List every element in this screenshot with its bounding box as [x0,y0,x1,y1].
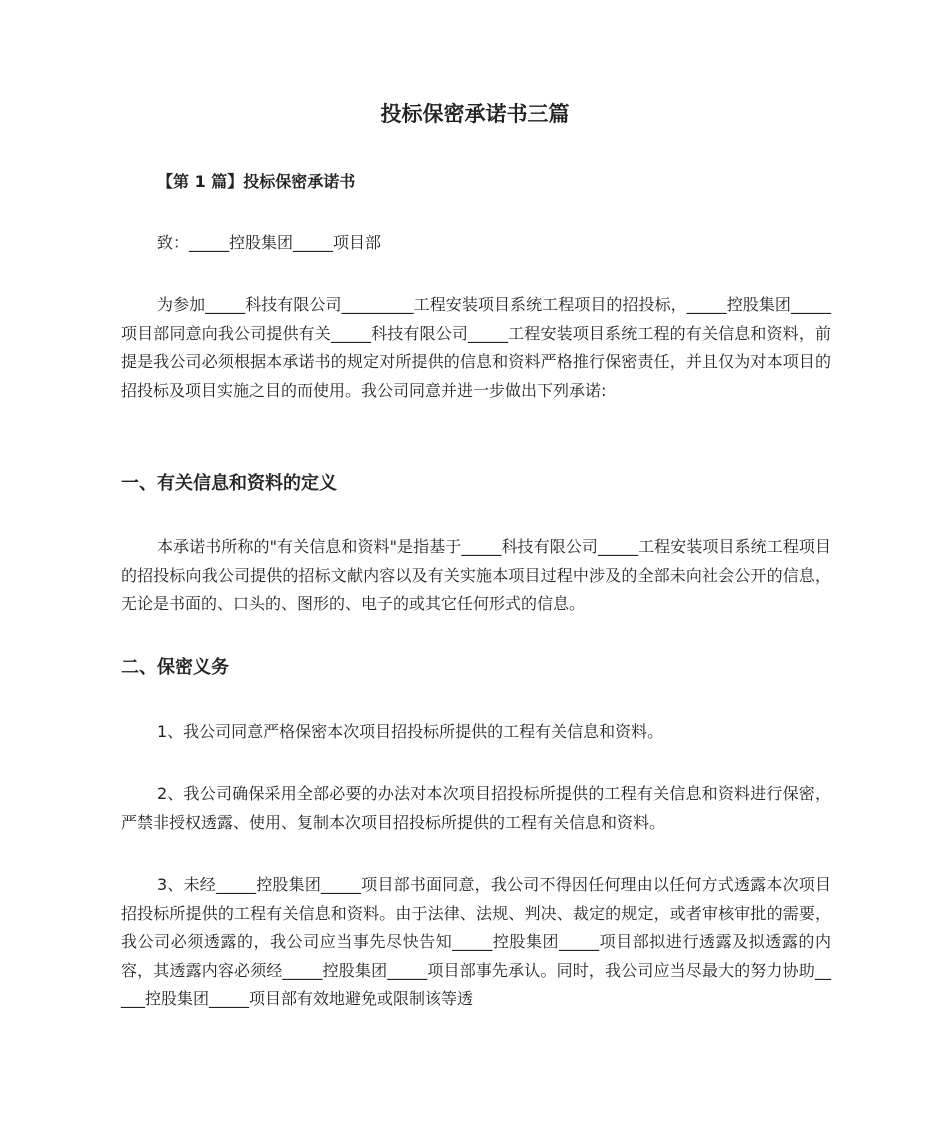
part1-heading: 【第 1 篇】投标保密承诺书 [157,172,356,191]
intro-paragraph: 为参加_____科技有限公司_________工程安装项目系统工程项目的招投标，_____控股集团_____项目部同意向我公司提供有关_____科技有限公司_____工程安装项目系统工程的有关信息和资料，前提是我公司必须根据本承诺书的规定对所提供的信息和资料严格推行保密责任，并且仅为对本项目的招投标及项目实施之目的而使用。我公司同意并进一步做出下列承诺: [121,295,831,400]
section2-title: 二、保密义务 [121,657,229,678]
document-title: 投标保密承诺书三篇 [380,102,570,126]
obligation-item-1: 1、我公司同意严格保密本次项目招投标所提供的工程有关信息和资料。 [157,722,664,741]
obligation-item-2: 2、我公司确保采用全部必要的办法对本次项目招投标所提供的工程有关信息和资料进行保密，严禁非授权透露、使用、复制本次项目招投标所提供的工程有关信息和资料。 [121,784,831,832]
section1-title: 一、有关信息和资料的定义 [121,473,337,494]
addressee-line: 致：_____控股集团_____项目部 [157,233,382,252]
section1-body: 本承诺书所称的"有关信息和资料"是指基于_____科技有限公司_____工程安装项目系统工程项目的招投标向我公司提供的招标文献内容以及有关实施本项目过程中涉及的全部未向社会公开的信息，无论是书面的、口头的、图形的、电子的或其它任何形式的信息。 [121,537,831,613]
obligation-item-3: 3、未经_____控股集团_____项目部书面同意，我公司不得因任何理由以任何方式透露本次项目招投标所提供的工程有关信息和资料。由于法律、法规、判决、裁定的规定，或者审核审批的需要，我公司必须透露的，我公司应当事先尽快告知_____控股集团_____项目部拟进行透露及拟透露的内容，其透露内容必须经_____控股集团_____项目部事先承认。同时，我公司应当尽最大的努力协助_____控股集团_____项目部有效地避免或限制该等透 [121,875,831,1008]
